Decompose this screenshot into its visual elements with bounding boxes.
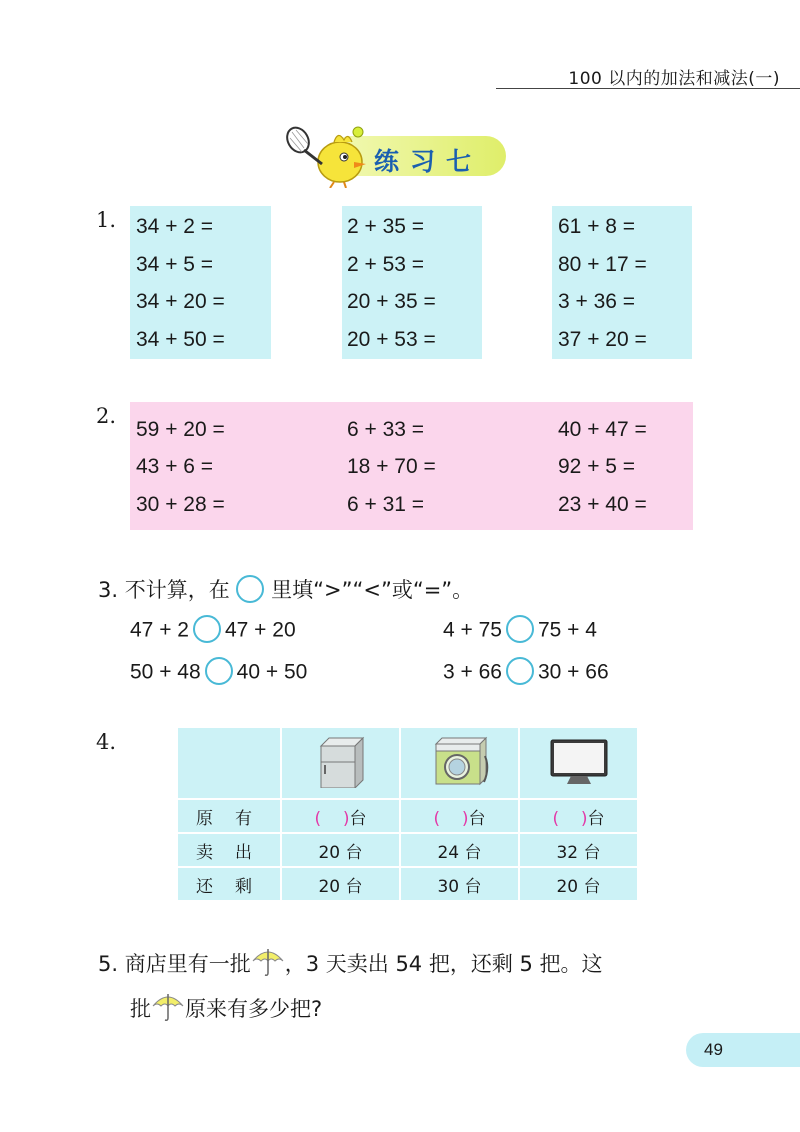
table-cell: 20 台: [281, 867, 400, 901]
q1-equation: 3 + 36 =: [558, 290, 636, 313]
umbrella-icon: [151, 990, 185, 1022]
page-number: 49: [704, 1040, 723, 1059]
cmp-left: 50 + 48: [130, 660, 201, 684]
q1-equation: 2 + 35 =: [347, 215, 425, 238]
q4-number: 4.: [96, 730, 117, 754]
cmp-right: 47 + 20: [224, 618, 296, 642]
q1-equation: 2 + 53 =: [347, 253, 425, 276]
table-cell: 20 台: [281, 833, 400, 867]
q1-equation: 37 + 20 =: [558, 328, 647, 351]
q3-comparison: [130, 617, 296, 645]
q1-equation: 80 + 17 =: [558, 253, 647, 276]
q1-equation: 20 + 35 =: [347, 290, 436, 313]
q5-text: 批: [130, 997, 151, 1021]
q2-equation: 23 + 40 =: [558, 493, 647, 516]
q2-number: 2.: [96, 404, 117, 428]
q1-equation: 61 + 8 =: [558, 215, 636, 238]
answer-circle[interactable]: [205, 657, 233, 685]
row-label: 卖出: [177, 833, 281, 867]
q1-number: 1.: [96, 208, 117, 232]
refrigerator-icon: [313, 734, 369, 788]
table-cell: 32 台: [519, 833, 638, 867]
q3-instruction: [98, 574, 473, 605]
q1-equation: 20 + 53 =: [347, 328, 436, 351]
q2-equation: 30 + 28 =: [136, 493, 225, 516]
header-divider: [496, 88, 800, 89]
exercise-banner: [282, 124, 504, 188]
table-cell[interactable]: ( )台: [400, 799, 519, 833]
q5-line-1: [98, 945, 603, 978]
q5-text: ，3 天卖出 54 把，还剩 5 把。这: [284, 952, 603, 976]
cmp-left: 47 + 2: [130, 618, 189, 642]
q1-equation: 34 + 2 =: [136, 215, 214, 238]
q3-comparison: [443, 617, 597, 645]
exercise-title: 练习七: [374, 147, 483, 176]
washing-machine-icon: [430, 734, 490, 788]
appliance-table: [176, 726, 639, 902]
table-cell[interactable]: ( )台: [519, 799, 638, 833]
q2-equation: 92 + 5 =: [558, 455, 636, 478]
cmp-right: 40 + 50: [236, 660, 308, 684]
chapter-title: 100 以内的加法和减法(一): [568, 69, 780, 89]
table-cell[interactable]: ( )台: [281, 799, 400, 833]
table-header-cell: [519, 727, 638, 799]
cmp-right: 75 + 4: [537, 618, 597, 642]
q3-number: 3.: [98, 578, 119, 602]
q2-equation: 6 + 33 =: [347, 418, 425, 441]
q1-equation: 34 + 5 =: [136, 253, 214, 276]
table-cell: 30 台: [400, 867, 519, 901]
table-header-cell: [400, 727, 519, 799]
q5-text: 原来有多少把?: [185, 997, 323, 1021]
q2-equation: 18 + 70 =: [347, 455, 436, 478]
answer-circle[interactable]: [506, 657, 534, 685]
q5-number: 5.: [98, 952, 119, 976]
cmp-left: 3 + 66: [443, 660, 502, 684]
cmp-left: 4 + 75: [443, 618, 502, 642]
q5-text: 商店里有一批: [124, 952, 251, 976]
q5-line-2: [130, 990, 322, 1023]
umbrella-icon: [251, 945, 285, 977]
television-icon: [547, 734, 611, 788]
answer-circle-icon: [236, 575, 264, 603]
q3-instruction-part1: 不计算，在: [124, 578, 230, 602]
table-header-cell: [281, 727, 400, 799]
q1-equation: 34 + 20 =: [136, 290, 225, 313]
q2-equation: 43 + 6 =: [136, 455, 214, 478]
q3-comparison: [443, 659, 609, 687]
table-cell: 20 台: [519, 867, 638, 901]
cmp-right: 30 + 66: [537, 660, 609, 684]
answer-circle[interactable]: [506, 615, 534, 643]
row-label: 原有: [177, 799, 281, 833]
q2-equation: 40 + 47 =: [558, 418, 647, 441]
q1-equation: 34 + 50 =: [136, 328, 225, 351]
table-corner: [177, 727, 281, 799]
q2-equation: 6 + 31 =: [347, 493, 425, 516]
q2-equation: 59 + 20 =: [136, 418, 225, 441]
q3-comparison: [130, 659, 307, 687]
answer-circle[interactable]: [193, 615, 221, 643]
table-cell: 24 台: [400, 833, 519, 867]
q3-instruction-part2: 里填“>”“<”或“=”。: [271, 578, 474, 602]
row-label: 还剩: [177, 867, 281, 901]
chick-tennis-icon: [282, 124, 372, 188]
